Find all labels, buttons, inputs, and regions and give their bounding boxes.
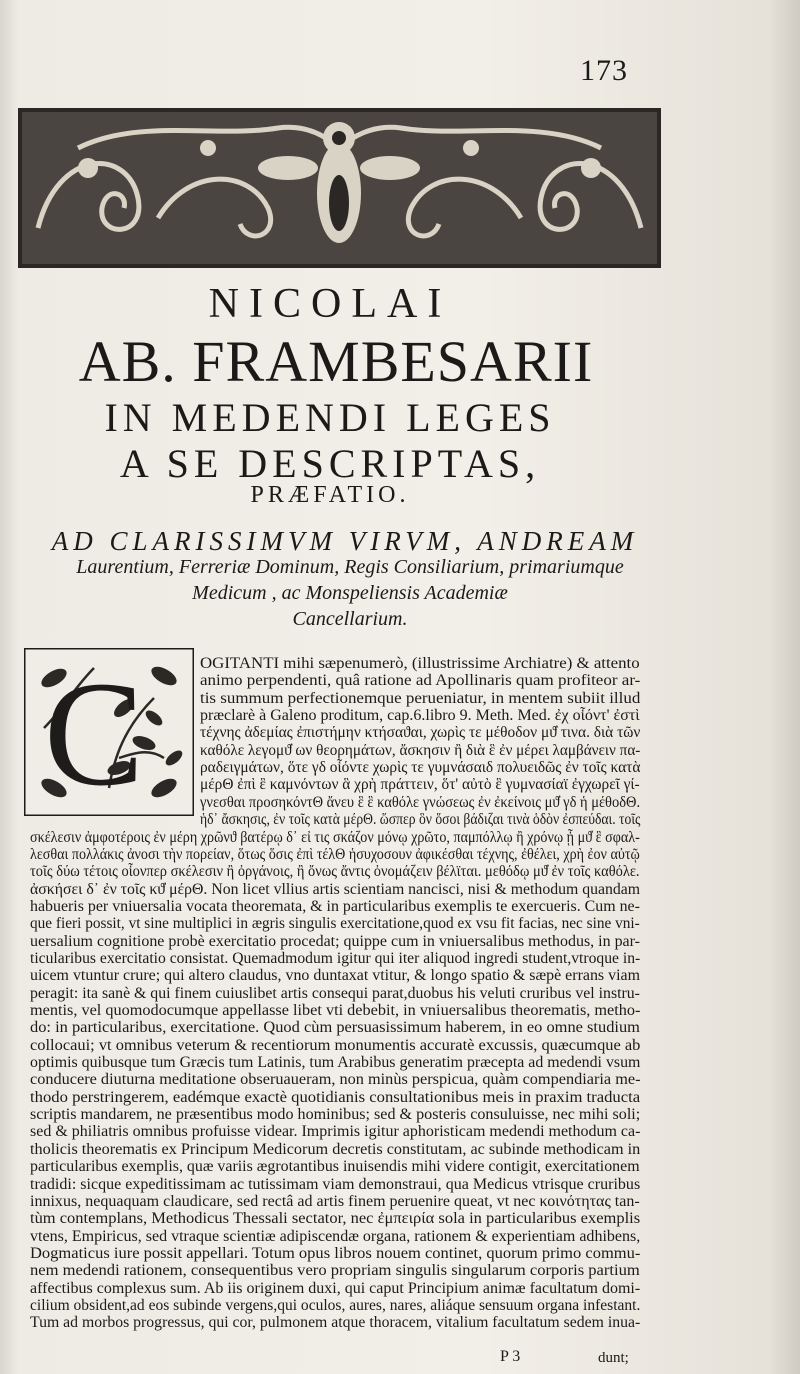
catchword: dunt; (598, 1350, 629, 1366)
text-line: habueris per vniuersalia vocata theoremata, & in particularibus exemplis te exercueris. Cum ne- (30, 897, 640, 915)
dedication-line: Cancellarium. (292, 608, 408, 630)
text-line: que fieri possit, vt sine multiplici in ægris singulis exercitatione,quod ex vsu fit facias, nec sine vni- (30, 915, 640, 933)
text-line: λεσθαι πολλάκις ἀνοσι τὴν πορείαν, ὅτως ὅσις ἐπὶ τέλΘ ἡσυχοσουν ἀφικέσθαι τέχνης, ἐθέλει, χρὴ ἐον αὐτῷ (30, 845, 640, 863)
text-line: καθόλε λεγομϑ̓ ων θεορημάτων, ἄσκησιν ἢ διὰ ἓ ἐν μέρει λαμβάνειν πα- (200, 741, 641, 759)
title-praefatio: PRÆFATIO. (250, 482, 410, 508)
text-line: peragit: ita sanè & qui finem cuiuslibet artis consequi parat,duobus his veluti cruribus vel instru- (30, 984, 640, 1002)
signature-mark: P 3 (500, 1348, 521, 1365)
text-line: præclarè à Galeno proditum, cap.6.libro 9. Meth. Med. ἐχ οἷόντ' ἐστὶ (200, 707, 640, 725)
text-line: scriptis mandarem, ne præsentibus modo hominibus; sed & posteris consuluisse, nec mihi soli; (30, 1106, 641, 1124)
text-line: thodo perstringerem, eadémque exactè quotidianis consultationibus meis in praxim traducta (30, 1088, 641, 1106)
title-subject: IN MEDENDI LEGES (104, 395, 556, 440)
dedication-line: Laurentium, Ferreriæ Dominum, Regis Consiliarium, primariumque (76, 556, 624, 578)
text-line: Tum ad morbos progressus, qui cor, pulmonem atque thoracem, vitalium facultatum sedem inua- (30, 1314, 641, 1332)
dedication-line: Medicum , ac Monspeliensis Academiæ (192, 582, 508, 604)
text-line: ἡδ᾽ ἄσκησις, ἐν τοῖς κατὰ μέρΘ. ὥσπερ ὃν ὅσοι βάδιζαι τινὰ ὁδὸν ἐσπεύδαι. τοῖς (200, 811, 641, 829)
text-line: affectibus complexus sum. Ab iis originem duxi, qui caput Principium animæ facultatum domi- (30, 1279, 641, 1297)
text-line: mentis, vel quomodocumque appellasse libet vti debebit, in vniuersalibus theorematis, metho- (30, 1002, 641, 1019)
text-line: σκέλεσιν ἀμφοτέροις ἐν μέρη χρῶνϑ βατέρῳ δ᾽ εἰ τις σκάζον μόνῳ χρῶτο, παμπόλλῳ ἢ χρόνῳ ᾖ μϑ̓ ἓ σφαλ- (30, 828, 640, 846)
text-line: γνεσθαι προσηκόντΘ ἄνευ ἓ ἓ καθόλε γνώσεως ἐν ἐκείνοις μϑ̓ γδ ἡ μέθοδΘ. (200, 793, 641, 811)
text-line: vtens, Empiricus, sed vtraque scientiæ adipiscendæ organa, rationem & experientiam adhibens, (30, 1227, 641, 1245)
dedication-line: AD CLARISSIMVM VIRVM, ANDREAM (51, 526, 639, 556)
text-line: μέρΘ ἐπὶ ἓ καμνόντων ἃ χρὴ πράττειν, ὅτ' αὐτὸ ἓ γυμνασίαϊ ἐγχωρεῖ γί- (200, 776, 640, 794)
text-line: animo perpendenti, quâ ratione ad Apollinaris quam profiteor ar- (200, 672, 641, 690)
text-line: ραδειγμάτων, ὅτε γδ οἷόντε χωρὶς τε γυμνάσαιδ πολυειδῶς ἐν τοῖς κατὰ (200, 759, 641, 777)
text-line: collocaui; vt omnibus veterum & recentiorum monumentis accuratè excussis, quæcumque ab (30, 1036, 641, 1054)
text-line: uersalium cognitione probè exercitatio procedat; quippe cum in vniuersalibus methodus, in par- (30, 932, 640, 950)
text-line: nem medendi rationem, consequentibus vero propriam singulis singularum corporis partium (30, 1262, 640, 1280)
text-line: sed & philiatris omnibus profuisse videar. Imprimis igitur aphoristicam medendi methodum ca- (30, 1123, 641, 1141)
text-line: do: in particularibus, exercitatione. Quod cùm persuasissimum haberem, in eo omne studium (30, 1019, 640, 1037)
text-line: ticularibus exercitatio consistat. Quemadmodum igitur qui iter aliquod ingredi student,vtroque in- (30, 949, 641, 967)
text-line: τέχνης ἀδεμίας ἐπιστήμην κτήσαϑαι, χωρὶς τε μέθοδον μϑ̓ τινα. διὰ τῶν (200, 724, 641, 742)
ornamental-headpiece (18, 108, 661, 268)
title-author-first: NICOLAI (208, 281, 452, 327)
drop-cap-letter: C (43, 651, 145, 816)
text-line: τοῖς δύω τέτοις οἷονπερ σκέλεσιν ἢ ὀργάνοις, ἢ ὄνως ἄντις ὀνομάζειν βέλϊται. μεθόδῳ μϑ̓ ἐν τοῖς καθόλε. (30, 863, 640, 881)
text-line: tùm contemplans, Methodicus Thessali sectator, nec ἐμπειρία sola in particularibus exemplis (30, 1210, 641, 1228)
title-subject-cont: A SE DESCRIPTAS, (119, 441, 541, 486)
page-number: 173 (580, 54, 628, 87)
text-line: cilium obsident,ad eos subinde vergens,qui oculos, aures, nares, aliáque sensuum organa infestant. (30, 1296, 641, 1314)
text-line: Dogmaticus iure possit appellari. Totum opus libros nouem continet, quorum primo commu- (30, 1244, 641, 1262)
title-author-last: AB. FRAMBESARII (78, 329, 594, 394)
text-line: tholicis theorematis ex Principum Medicorum decretis constitutam, ac subinde methodicam in (30, 1140, 641, 1158)
text-line: particularibus exemplis, quæ variis ægrotantibus inuisendis mihi videre contigit, exercitationem (30, 1158, 640, 1176)
text-line: uicem vtuntur crure; qui altero claudus, vno duntaxat vtitur, & longo spatio & sæpè errans viam (30, 967, 641, 985)
text-line: OGITANTI mihi sæpenumerò, (illustrissime Archiatre) & attento (200, 655, 640, 672)
text-line: ἀσκήσει δ᾽ ἐν τοῖς κϑ̓ μέρΘ. Non licet vllius artis scientiam nancisci, nisi & methodum quandam (30, 880, 641, 898)
text-line: tis summum perfectionemque perueniatur, in mentem subiit illud (200, 689, 641, 707)
text-line: optimis quibusque tum Græcis tum Latinis, tum Arabibus generatim præcepta ad medendi vsum (30, 1054, 641, 1072)
decorated-initial-c (24, 648, 194, 816)
text-line: innixus, nequaquam claudicare, sed rectâ ad artis finem peruenire queat, vt nec κοινότητας tan- (30, 1192, 640, 1210)
text-line: tradidi: sicque expeditissimam ac tutissimam viam demonstraui, qua Medicus vtrisque cruribus (30, 1175, 641, 1193)
text-line: conducere diuturna meditatione obseruaueram, non minùs perspicua, quàm compendiaria me- (30, 1071, 641, 1089)
